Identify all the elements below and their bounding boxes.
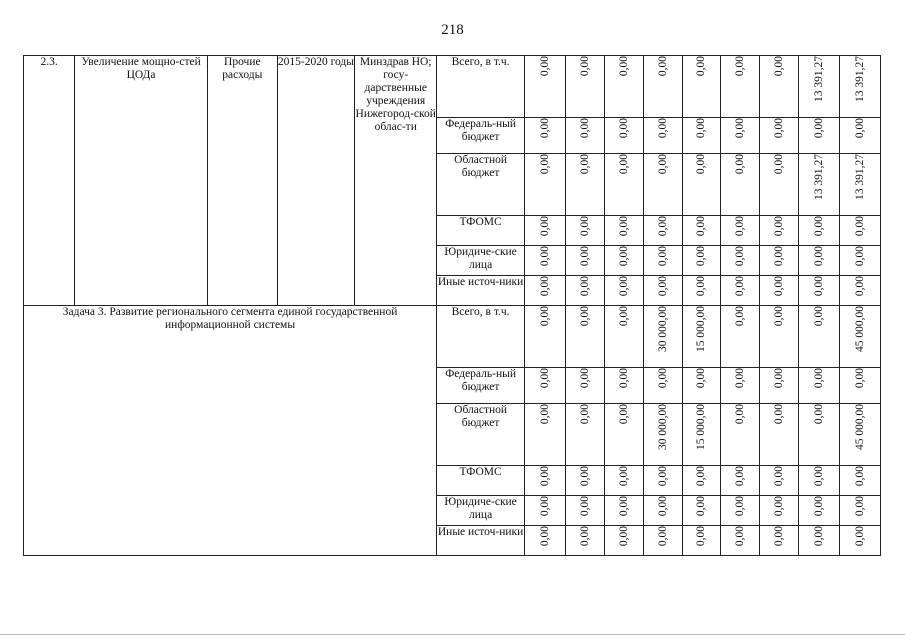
amount-value: 0,00 <box>539 118 552 139</box>
amount-cell <box>760 466 799 496</box>
amount-value: 0,00 <box>773 154 786 175</box>
amount-value: 0,00 <box>854 368 867 389</box>
amount-value: 0,00 <box>656 496 669 517</box>
amount-cell <box>721 216 760 246</box>
amount-value: 0,00 <box>539 276 552 297</box>
amount-cell <box>643 526 682 556</box>
amount-cell <box>643 216 682 246</box>
amount-value: 0,00 <box>773 466 786 487</box>
budget-table <box>23 55 881 556</box>
amount-cell <box>525 404 566 466</box>
amount-value: 0,00 <box>656 466 669 487</box>
amount-cell <box>643 276 682 306</box>
amount-value: 0,00 <box>734 306 747 327</box>
funding-source-label: Федераль-ный бюджет <box>437 368 525 404</box>
amount-cell <box>525 306 566 368</box>
amount-value: 0,00 <box>734 526 747 547</box>
amount-value: 0,00 <box>578 526 591 547</box>
amount-value: 0,00 <box>539 246 552 267</box>
amount-cell <box>604 466 643 496</box>
amount-cell <box>799 306 840 368</box>
amount-cell <box>799 246 840 276</box>
amount-value: 0,00 <box>578 496 591 517</box>
amount-cell <box>721 496 760 526</box>
amount-value: 0,00 <box>734 56 747 77</box>
amount-cell <box>604 216 643 246</box>
amount-value: 0,00 <box>617 276 630 297</box>
amount-value: 0,00 <box>578 368 591 389</box>
amount-cell <box>682 368 721 404</box>
amount-value: 0,00 <box>773 306 786 327</box>
amount-value: 0,00 <box>539 526 552 547</box>
amount-value: 0,00 <box>734 368 747 389</box>
amount-cell <box>721 276 760 306</box>
amount-cell <box>840 276 881 306</box>
amount-value: 13 391,27 <box>813 56 826 102</box>
amount-value: 0,00 <box>854 526 867 547</box>
item-number: 2.3. <box>24 56 75 306</box>
amount-value: 15 000,00 <box>695 306 708 352</box>
amount-cell <box>799 216 840 246</box>
amount-value: 13 391,27 <box>854 154 867 200</box>
amount-value: 0,00 <box>578 276 591 297</box>
amount-cell <box>643 496 682 526</box>
amount-value: 0,00 <box>578 404 591 425</box>
amount-cell <box>682 496 721 526</box>
amount-value: 0,00 <box>813 466 826 487</box>
amount-value: 0,00 <box>734 404 747 425</box>
amount-cell <box>721 118 760 154</box>
amount-value: 0,00 <box>617 306 630 327</box>
amount-cell <box>604 306 643 368</box>
amount-cell <box>840 56 881 118</box>
amount-value: 0,00 <box>656 118 669 139</box>
amount-value: 0,00 <box>695 496 708 517</box>
amount-value: 0,00 <box>773 526 786 547</box>
amount-cell <box>604 526 643 556</box>
amount-cell <box>682 306 721 368</box>
amount-cell <box>565 404 604 466</box>
amount-value: 0,00 <box>734 154 747 175</box>
funding-source-label: Федераль-ный бюджет <box>437 118 525 154</box>
amount-cell <box>643 466 682 496</box>
amount-value: 0,00 <box>813 246 826 267</box>
amount-cell <box>643 404 682 466</box>
amount-cell <box>525 246 566 276</box>
amount-cell <box>721 246 760 276</box>
amount-value: 0,00 <box>734 118 747 139</box>
task-title: Задача 3. Развитие регионального сегмента единой государственной информационной системы <box>24 306 437 556</box>
amount-value: 15 000,00 <box>695 404 708 450</box>
amount-cell <box>721 466 760 496</box>
amount-value: 0,00 <box>656 216 669 237</box>
amount-cell <box>604 56 643 118</box>
amount-value: 0,00 <box>773 118 786 139</box>
funding-source-label: Всего, в т.ч. <box>437 56 525 118</box>
amount-cell <box>643 306 682 368</box>
amount-cell <box>565 56 604 118</box>
amount-cell <box>525 154 566 216</box>
amount-value: 0,00 <box>813 526 826 547</box>
amount-value: 0,00 <box>617 466 630 487</box>
amount-value: 0,00 <box>539 306 552 327</box>
item-name: Увеличение мощно-стей ЦОДа <box>75 56 208 306</box>
amount-cell <box>840 154 881 216</box>
amount-value: 0,00 <box>773 246 786 267</box>
amount-value: 0,00 <box>813 216 826 237</box>
amount-cell <box>604 368 643 404</box>
amount-cell <box>840 216 881 246</box>
amount-cell <box>565 154 604 216</box>
amount-value: 0,00 <box>695 276 708 297</box>
amount-cell <box>760 404 799 466</box>
amount-value: 30 000,00 <box>656 404 669 450</box>
amount-cell <box>721 154 760 216</box>
amount-value: 0,00 <box>854 246 867 267</box>
amount-value: 0,00 <box>854 496 867 517</box>
amount-value: 0,00 <box>578 118 591 139</box>
amount-value: 0,00 <box>734 246 747 267</box>
amount-cell <box>604 246 643 276</box>
amount-cell <box>525 526 566 556</box>
amount-cell <box>565 118 604 154</box>
amount-cell <box>643 246 682 276</box>
amount-cell <box>682 154 721 216</box>
amount-cell <box>799 276 840 306</box>
page-number: 218 <box>441 22 464 38</box>
amount-value: 0,00 <box>539 216 552 237</box>
amount-cell <box>604 496 643 526</box>
funding-source-label: Юридиче-ские лица <box>437 496 525 526</box>
amount-value: 0,00 <box>773 216 786 237</box>
amount-cell <box>525 496 566 526</box>
funding-source-label: Иные источ-ники <box>437 276 525 306</box>
amount-cell <box>643 118 682 154</box>
amount-cell <box>840 466 881 496</box>
amount-cell <box>565 496 604 526</box>
amount-value: 0,00 <box>617 56 630 77</box>
amount-value: 0,00 <box>617 496 630 517</box>
amount-cell <box>799 496 840 526</box>
amount-value: 0,00 <box>773 496 786 517</box>
amount-value: 0,00 <box>734 466 747 487</box>
amount-value: 0,00 <box>578 306 591 327</box>
amount-cell <box>840 404 881 466</box>
amount-value: 0,00 <box>578 216 591 237</box>
amount-value: 0,00 <box>854 276 867 297</box>
amount-cell <box>799 466 840 496</box>
amount-cell <box>525 56 566 118</box>
amount-value: 0,00 <box>695 118 708 139</box>
amount-cell <box>760 496 799 526</box>
amount-value: 30 000,00 <box>656 306 669 352</box>
amount-value: 0,00 <box>656 154 669 175</box>
amount-cell <box>565 216 604 246</box>
amount-cell <box>760 246 799 276</box>
amount-value: 0,00 <box>695 246 708 267</box>
funding-source-label: Областной бюджет <box>437 404 525 466</box>
amount-cell <box>682 526 721 556</box>
item-executor: Минздрав НО; госу-дарственные учреждения Нижегород-ской облас-ти <box>355 56 437 306</box>
amount-value: 0,00 <box>578 246 591 267</box>
amount-cell <box>799 56 840 118</box>
amount-value: 13 391,27 <box>854 56 867 102</box>
amount-cell <box>525 118 566 154</box>
amount-cell <box>840 526 881 556</box>
amount-value: 0,00 <box>813 404 826 425</box>
amount-cell <box>760 526 799 556</box>
amount-value: 0,00 <box>695 154 708 175</box>
amount-value: 0,00 <box>617 154 630 175</box>
page-bottom-line <box>0 634 905 635</box>
funding-source-label: Областной бюджет <box>437 154 525 216</box>
amount-cell <box>565 466 604 496</box>
amount-cell <box>760 154 799 216</box>
amount-cell <box>799 404 840 466</box>
amount-cell <box>525 216 566 246</box>
funding-source-label: ТФОМС <box>437 216 525 246</box>
amount-cell <box>525 466 566 496</box>
amount-value: 45 000,00 <box>854 306 867 352</box>
funding-source-label: ТФОМС <box>437 466 525 496</box>
amount-value: 0,00 <box>656 276 669 297</box>
amount-value: 0,00 <box>695 368 708 389</box>
amount-cell <box>721 404 760 466</box>
amount-value: 0,00 <box>854 466 867 487</box>
amount-value: 0,00 <box>578 56 591 77</box>
amount-cell <box>840 246 881 276</box>
amount-cell <box>721 526 760 556</box>
funding-source-label: Иные источ-ники <box>437 526 525 556</box>
amount-cell <box>682 246 721 276</box>
amount-value: 0,00 <box>854 118 867 139</box>
amount-value: 0,00 <box>813 306 826 327</box>
amount-value: 0,00 <box>734 276 747 297</box>
amount-cell <box>604 404 643 466</box>
amount-value: 0,00 <box>813 276 826 297</box>
amount-cell <box>565 368 604 404</box>
amount-value: 0,00 <box>617 118 630 139</box>
amount-cell <box>682 56 721 118</box>
table-row <box>24 306 881 368</box>
amount-cell <box>565 246 604 276</box>
amount-cell <box>799 154 840 216</box>
amount-cell <box>840 118 881 154</box>
amount-value: 0,00 <box>734 496 747 517</box>
amount-value: 0,00 <box>854 216 867 237</box>
amount-value: 0,00 <box>695 216 708 237</box>
amount-cell <box>682 466 721 496</box>
amount-cell <box>799 368 840 404</box>
amount-cell <box>565 526 604 556</box>
amount-value: 0,00 <box>539 154 552 175</box>
amount-cell <box>525 368 566 404</box>
amount-value: 0,00 <box>773 56 786 77</box>
amount-value: 45 000,00 <box>854 404 867 450</box>
funding-source-label: Всего, в т.ч. <box>437 306 525 368</box>
amount-value: 0,00 <box>773 276 786 297</box>
amount-cell <box>682 276 721 306</box>
amount-cell <box>760 216 799 246</box>
amount-cell <box>604 276 643 306</box>
amount-value: 0,00 <box>656 368 669 389</box>
amount-cell <box>760 276 799 306</box>
amount-value: 0,00 <box>617 368 630 389</box>
amount-cell <box>721 56 760 118</box>
amount-cell <box>525 276 566 306</box>
funding-source-label: Юридиче-ские лица <box>437 246 525 276</box>
amount-value: 0,00 <box>695 466 708 487</box>
amount-value: 0,00 <box>656 56 669 77</box>
amount-cell <box>604 154 643 216</box>
amount-cell <box>840 496 881 526</box>
amount-cell <box>604 118 643 154</box>
amount-cell <box>643 368 682 404</box>
amount-cell <box>682 118 721 154</box>
amount-value: 0,00 <box>773 404 786 425</box>
amount-cell <box>799 118 840 154</box>
amount-value: 0,00 <box>578 154 591 175</box>
amount-value: 0,00 <box>539 466 552 487</box>
amount-cell <box>721 368 760 404</box>
amount-cell <box>721 306 760 368</box>
amount-value: 0,00 <box>617 246 630 267</box>
amount-value: 0,00 <box>539 496 552 517</box>
amount-value: 0,00 <box>539 404 552 425</box>
amount-cell <box>760 368 799 404</box>
amount-value: 0,00 <box>813 118 826 139</box>
amount-value: 13 391,27 <box>813 154 826 200</box>
amount-value: 0,00 <box>695 526 708 547</box>
amount-value: 0,00 <box>773 368 786 389</box>
amount-value: 0,00 <box>656 526 669 547</box>
amount-value: 0,00 <box>539 368 552 389</box>
item-category: Прочие расходы <box>208 56 278 306</box>
amount-value: 0,00 <box>617 216 630 237</box>
amount-value: 0,00 <box>539 56 552 77</box>
amount-cell <box>840 368 881 404</box>
amount-cell <box>682 216 721 246</box>
amount-value: 0,00 <box>695 56 708 77</box>
amount-cell <box>760 118 799 154</box>
amount-value: 0,00 <box>734 216 747 237</box>
amount-cell <box>682 404 721 466</box>
table-row <box>24 56 881 118</box>
amount-value: 0,00 <box>813 496 826 517</box>
amount-value: 0,00 <box>813 368 826 389</box>
amount-cell <box>840 306 881 368</box>
amount-cell <box>760 56 799 118</box>
amount-cell <box>565 276 604 306</box>
amount-cell <box>643 154 682 216</box>
amount-value: 0,00 <box>617 526 630 547</box>
amount-value: 0,00 <box>617 404 630 425</box>
amount-cell <box>643 56 682 118</box>
amount-cell <box>565 306 604 368</box>
amount-value: 0,00 <box>578 466 591 487</box>
item-period: 2015-2020 годы <box>277 56 355 306</box>
amount-cell <box>799 526 840 556</box>
amount-cell <box>760 306 799 368</box>
amount-value: 0,00 <box>656 246 669 267</box>
